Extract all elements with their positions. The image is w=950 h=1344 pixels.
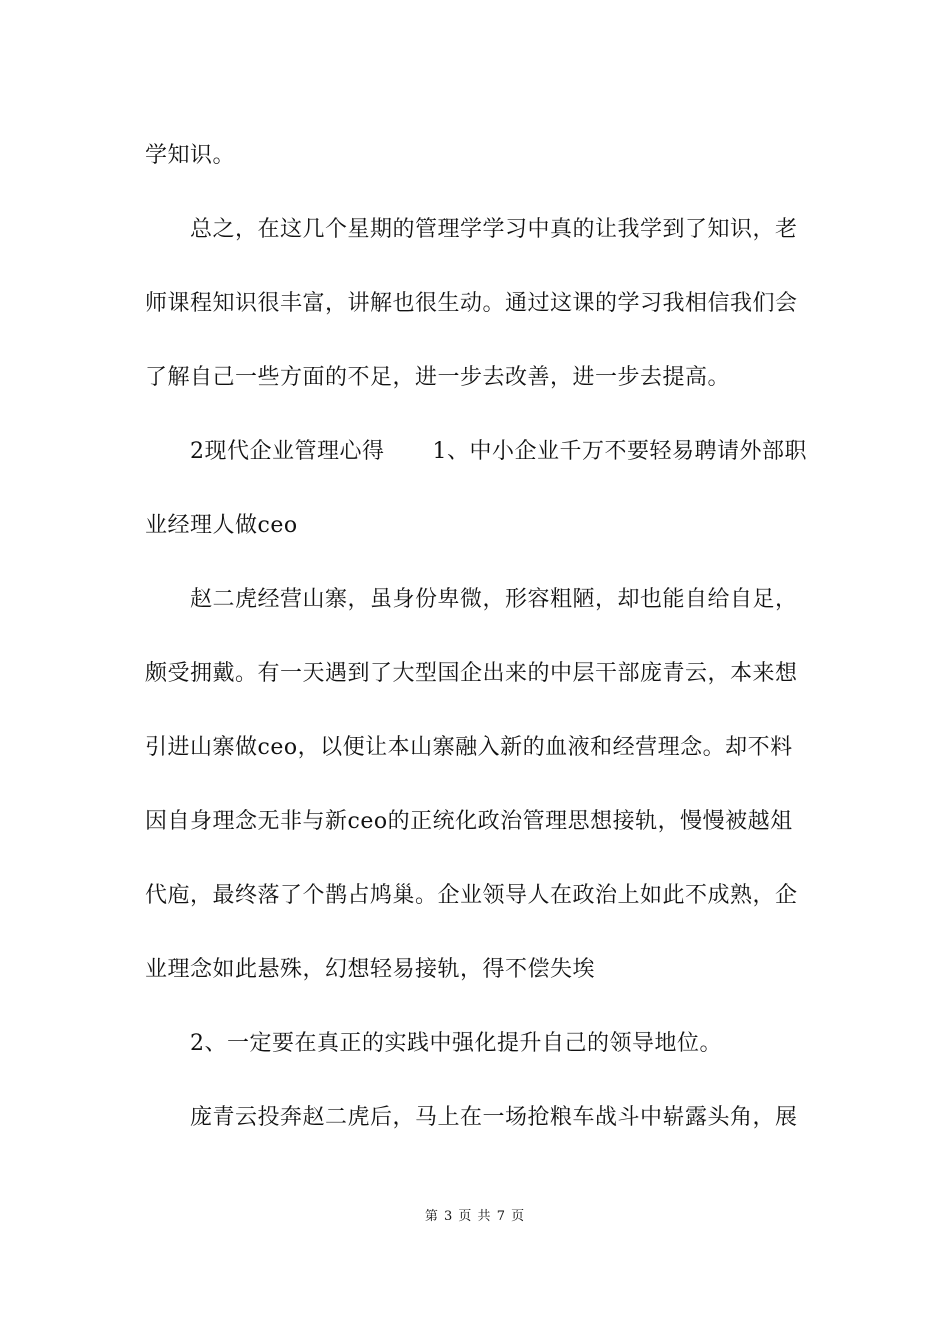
text-line: 引进山寨做ceo，以便让本山寨融入新的血液和经营理念。却不料: [145, 735, 793, 760]
page-number-footer: 第 3 页 共 7 页: [424, 1209, 526, 1224]
text-line: 颇受拥戴。有一天遇到了大型国企出来的中层干部庞青云，本来想: [145, 661, 798, 686]
text-line: 庞青云投奔赵二虎后，马上在一场抢粮车战斗中崭露头角，展: [190, 1105, 798, 1130]
subsection-heading: 2、一定要在真正的实践中强化提升自己的领导地位。: [190, 1031, 722, 1056]
text-line: 总之，在这几个星期的管理学学习中真的让我学到了知识，老: [190, 217, 798, 242]
text-line: 学知识。: [145, 143, 236, 168]
text-line: 赵二虎经营山寨，虽身份卑微，形容粗陋，却也能自给自足，: [190, 587, 798, 612]
text-line: 因自身理念无非与新ceo的正统化政治管理思想接轨，慢慢被越俎: [145, 809, 793, 834]
text-line: 业理念如此悬殊，幻想轻易接轨，得不偿失埃: [145, 957, 596, 982]
text-line: 业经理人做ceo: [145, 513, 298, 538]
section-heading: 2现代企业管理心得: [190, 439, 385, 464]
text-line: 了解自己一些方面的不足，进一步去改善，进一步去提高。: [145, 365, 731, 390]
text-line: 师课程知识很丰富，讲解也很生动。通过这课的学习我相信我们会: [145, 291, 798, 316]
text-line: 代庖，最终落了个鹊占鸠巢。企业领导人在政治上如此不成熟，企: [145, 883, 798, 908]
section-heading-line: [190, 438, 810, 466]
subsection-heading: 1、中小企业千万不要轻易聘请外部职: [432, 439, 807, 464]
